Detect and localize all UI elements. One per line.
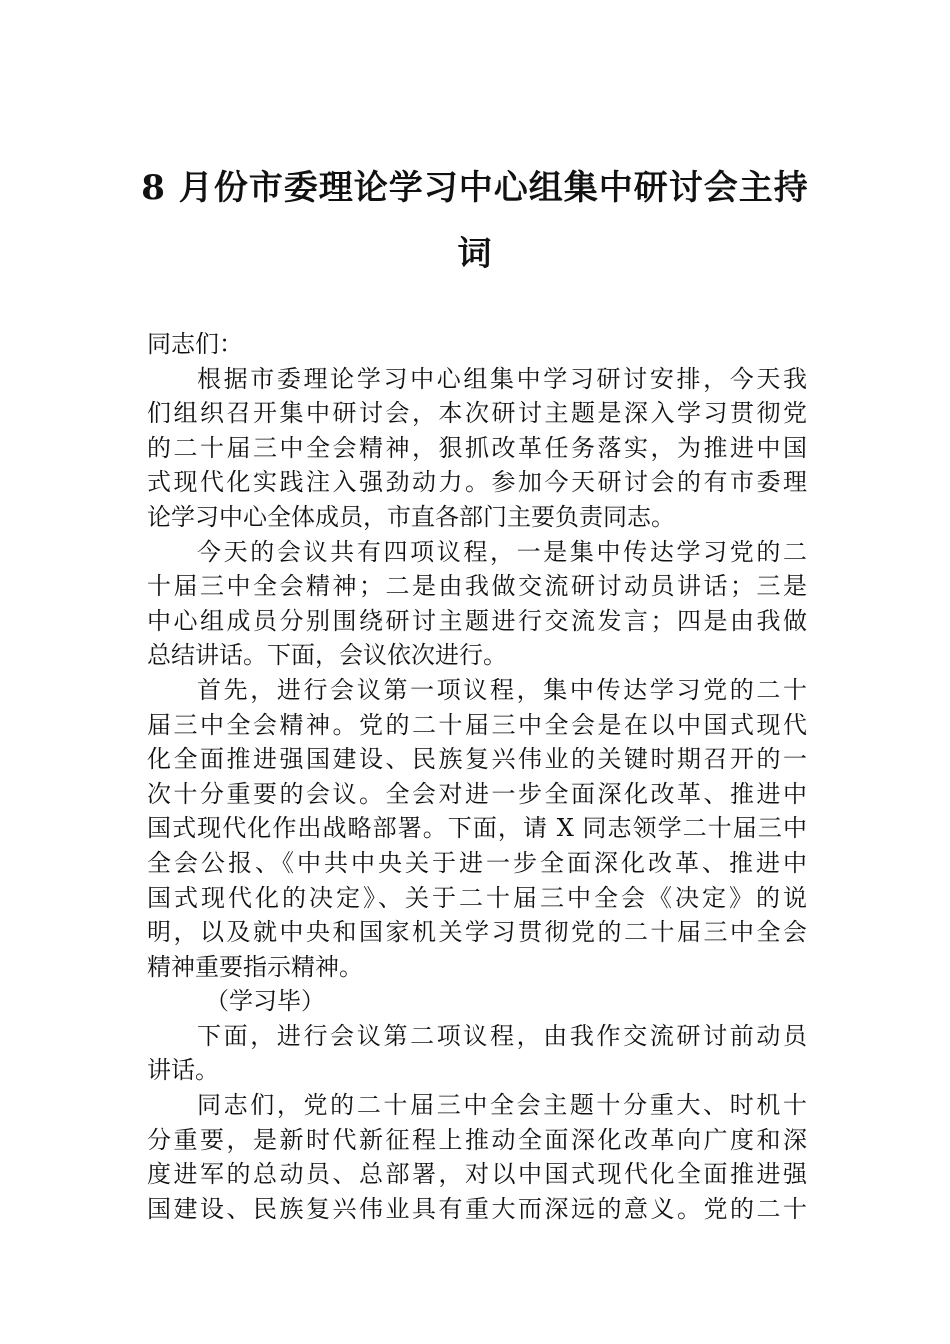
paragraph-3-line: 国式现代化的决定》、关于二十届三中全会《决定》的说: [147, 883, 807, 912]
paragraph-1-line: 们组织召开集中研讨会，本次研讨主题是深入学习贯彻党: [147, 399, 807, 428]
paragraph-1-line: 论学习中心全体成员，市直各部门主要负责同志。: [147, 502, 675, 531]
paragraph-5-line: 度进军的总动员、总部署，对以中国式现代化全面推进强: [147, 1160, 807, 1189]
paragraph-5-line: 国建设、民族复兴伟业具有重大而深远的意义。党的二十: [147, 1194, 807, 1223]
study-complete-note: （学习毕）: [205, 987, 325, 1016]
paragraph-3-line: 明，以及就中央和国家机关学习贯彻党的二十届三中全会: [147, 918, 807, 947]
paragraph-3-line: 国式现代化作出战略部署。下面，请 X 同志领学二十届三中: [147, 814, 807, 843]
paragraph-4-line: 下面，进行会议第二项议程，由我作交流研讨前动员: [197, 1021, 807, 1050]
paragraph-3-line: 精神重要指示精神。: [147, 952, 363, 981]
paragraph-2-line: 总结讲话。下面，会议依次进行。: [147, 641, 507, 670]
paragraph-3-line: 届三中全会精神。党的二十届三中全会是在以中国式现代: [147, 710, 807, 739]
paragraph-3-line: 首先，进行会议第一项议程，集中传达学习党的二十: [197, 675, 807, 704]
document-title-line-2: 词: [457, 234, 493, 274]
paragraph-1-line: 的二十届三中全会精神，狠抓改革任务落实，为推进中国: [147, 433, 807, 462]
paragraph-5-line: 分重要，是新时代新征程上推动全面深化改革向广度和深: [147, 1125, 807, 1154]
document-title-line-1: 8 月份市委理论学习中心组集中研讨会主持: [141, 168, 809, 208]
paragraph-2-line: 今天的会议共有四项议程，一是集中传达学习党的二: [197, 537, 807, 566]
paragraph-1-line: 根据市委理论学习中心组集中学习研讨安排，今天我: [197, 364, 807, 393]
paragraph-3-line: 化全面推进强国建设、民族复兴伟业的关键时期召开的一: [147, 745, 807, 774]
paragraph-3-line: 全会公报、《中共中央关于进一步全面深化改革、推进中: [147, 848, 807, 877]
paragraph-5-line: 同志们，党的二十届三中全会主题十分重大、时机十: [197, 1091, 807, 1120]
salutation-line: 同志们：: [147, 330, 243, 358]
paragraph-2-line: 十届三中全会精神；二是由我做交流研讨动员讲话；三是: [147, 572, 807, 601]
paragraph-3-line: 次十分重要的会议。全会对进一步全面深化改革、推进中: [147, 779, 807, 808]
paragraph-4-line: 讲话。: [147, 1056, 219, 1085]
paragraph-1-line: 式现代化实践注入强劲动力。参加今天研讨会的有市委理: [147, 468, 807, 497]
document-body: [147, 327, 807, 1226]
paragraph-2-line: 中心组成员分别围绕研讨主题进行交流发言；四是由我做: [147, 606, 807, 635]
